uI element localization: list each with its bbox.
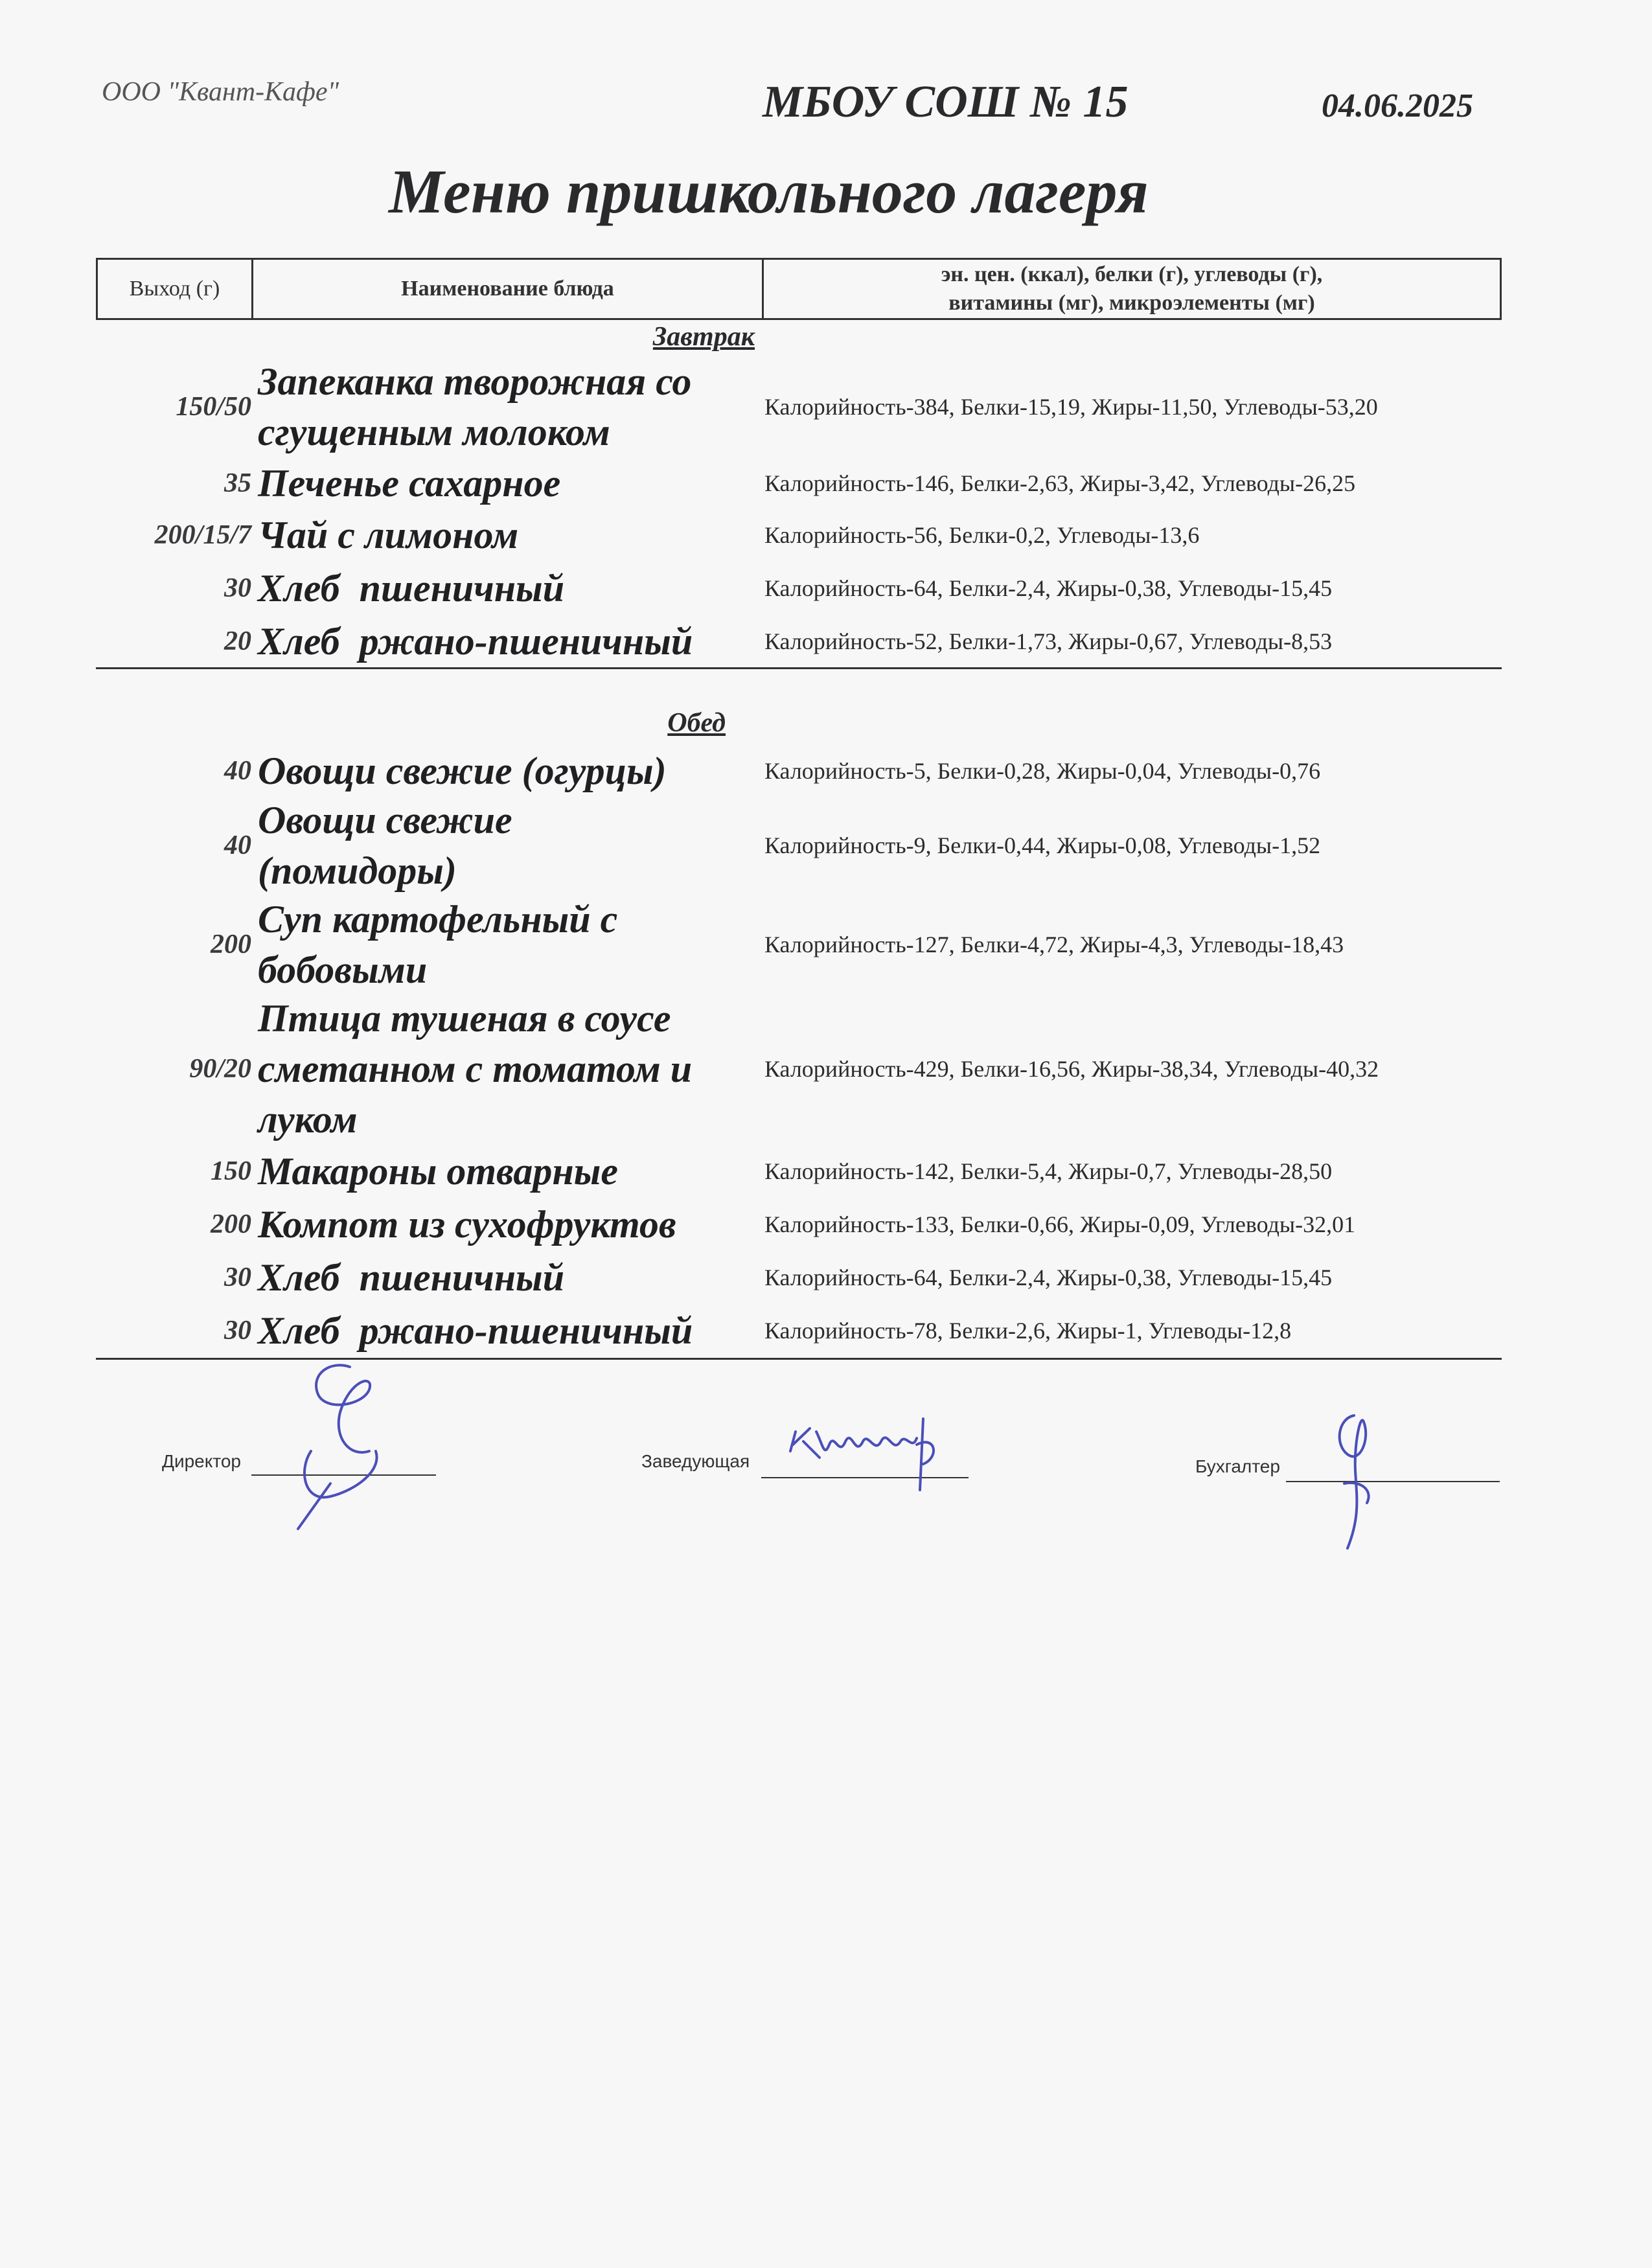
row-dish-name: Овощи свежие (огурцы): [258, 750, 667, 792]
accountant-label: Бухгалтер: [1195, 1456, 1280, 1476]
company-name: ООО "Квант-Кафе": [102, 77, 339, 107]
row-nutrition: Калорийность-56, Белки-0,2, Углеводы-13,6: [764, 522, 1200, 548]
row-yield: 20: [224, 626, 251, 656]
column-header-nutrition-line2: витамины (мг), микроэлементы (мг): [948, 291, 1315, 315]
row-dish-name: Хлеб пшеничный: [258, 1256, 565, 1299]
row-yield: 200: [211, 930, 251, 959]
row-dish-name: Суп картофельный с бобовыми: [258, 898, 618, 991]
accountant-signature-icon: [1309, 1406, 1399, 1555]
row-nutrition: Калорийность-429, Белки-16,56, Жиры-38,34, Углеводы-40,32: [764, 1056, 1379, 1082]
row-nutrition: Калорийность-146, Белки-2,63, Жиры-3,42, Углеводы-26,25: [764, 470, 1356, 496]
manager-label: Заведующая: [641, 1451, 750, 1471]
menu-date: 04.06.2025: [1322, 87, 1473, 124]
row-yield: 90/20: [189, 1054, 251, 1084]
row-yield: 30: [224, 1316, 251, 1346]
row-dish-name: Хлеб ржано-пшеничный: [258, 620, 693, 663]
row-dish-name: Запеканка творожная со сгущенным молоком: [258, 360, 692, 453]
row-nutrition: Калорийность-78, Белки-2,6, Жиры-1, Углеводы-12,8: [764, 1318, 1292, 1344]
row-dish-name: Хлеб пшеничный: [258, 567, 565, 610]
row-yield: 30: [224, 1263, 251, 1292]
row-dish-name: Овощи свежие (помидоры): [258, 799, 512, 892]
column-header-yield: Выход (г): [98, 260, 253, 318]
menu-table-header: [96, 258, 1502, 320]
row-nutrition: Калорийность-9, Белки-0,44, Жиры-0,08, Углеводы-1,52: [764, 832, 1321, 858]
row-dish-name: Компот из сухофруктов: [258, 1203, 676, 1246]
row-nutrition: Калорийность-64, Белки-2,4, Жиры-0,38, Углеводы-15,45: [764, 1265, 1333, 1290]
row-dish-name: Хлеб ржано-пшеничный: [258, 1309, 693, 1352]
column-header-nutrition-line1: эн. цен. (ккал), белки (г), углеводы (г),: [941, 262, 1323, 286]
row-yield: 150/50: [176, 392, 251, 422]
director-label: Директор: [162, 1451, 241, 1471]
row-yield: 40: [224, 830, 251, 860]
page-title: Меню пришкольного лагеря: [389, 157, 1149, 226]
section-divider: [96, 667, 1502, 669]
row-yield: 200/15/7: [154, 520, 251, 550]
row-nutrition: Калорийность-5, Белки-0,28, Жиры-0,04, Углеводы-0,76: [764, 758, 1321, 784]
manager-signature-icon: [784, 1406, 978, 1509]
school-name: МБОУ СОШ № 15: [763, 77, 1129, 127]
column-header-nutrition: [764, 260, 1500, 318]
section-label-lunch: Обед: [667, 708, 726, 738]
director-signature-icon: [272, 1354, 402, 1535]
row-nutrition: Калорийность-384, Белки-15,19, Жиры-11,50, Углеводы-53,20: [764, 394, 1378, 420]
row-dish-name: Печенье сахарное: [258, 462, 561, 505]
row-dish-name: Макароны отварные: [258, 1150, 618, 1193]
row-yield: 150: [211, 1156, 251, 1186]
row-nutrition: Калорийность-142, Белки-5,4, Жиры-0,7, Углеводы-28,50: [764, 1158, 1333, 1184]
row-nutrition: Калорийность-127, Белки-4,72, Жиры-4,3, Углеводы-18,43: [764, 932, 1344, 957]
row-dish-name: Птица тушеная в соусе сметанном с томатом и луком: [258, 997, 693, 1141]
column-header-dish: Наименование блюда: [253, 260, 764, 318]
row-yield: 200: [211, 1209, 251, 1239]
row-yield: 40: [224, 756, 251, 786]
row-yield: 35: [224, 468, 251, 498]
row-nutrition: Калорийность-64, Белки-2,4, Жиры-0,38, Углеводы-15,45: [764, 575, 1333, 601]
row-nutrition: Калорийность-133, Белки-0,66, Жиры-0,09, Углеводы-32,01: [764, 1211, 1356, 1237]
row-yield: 30: [224, 573, 251, 603]
row-nutrition: Калорийность-52, Белки-1,73, Жиры-0,67, Углеводы-8,53: [764, 628, 1333, 654]
section-label-breakfast: Завтрак: [652, 322, 755, 352]
row-dish-name: Чай с лимоном: [258, 514, 519, 556]
